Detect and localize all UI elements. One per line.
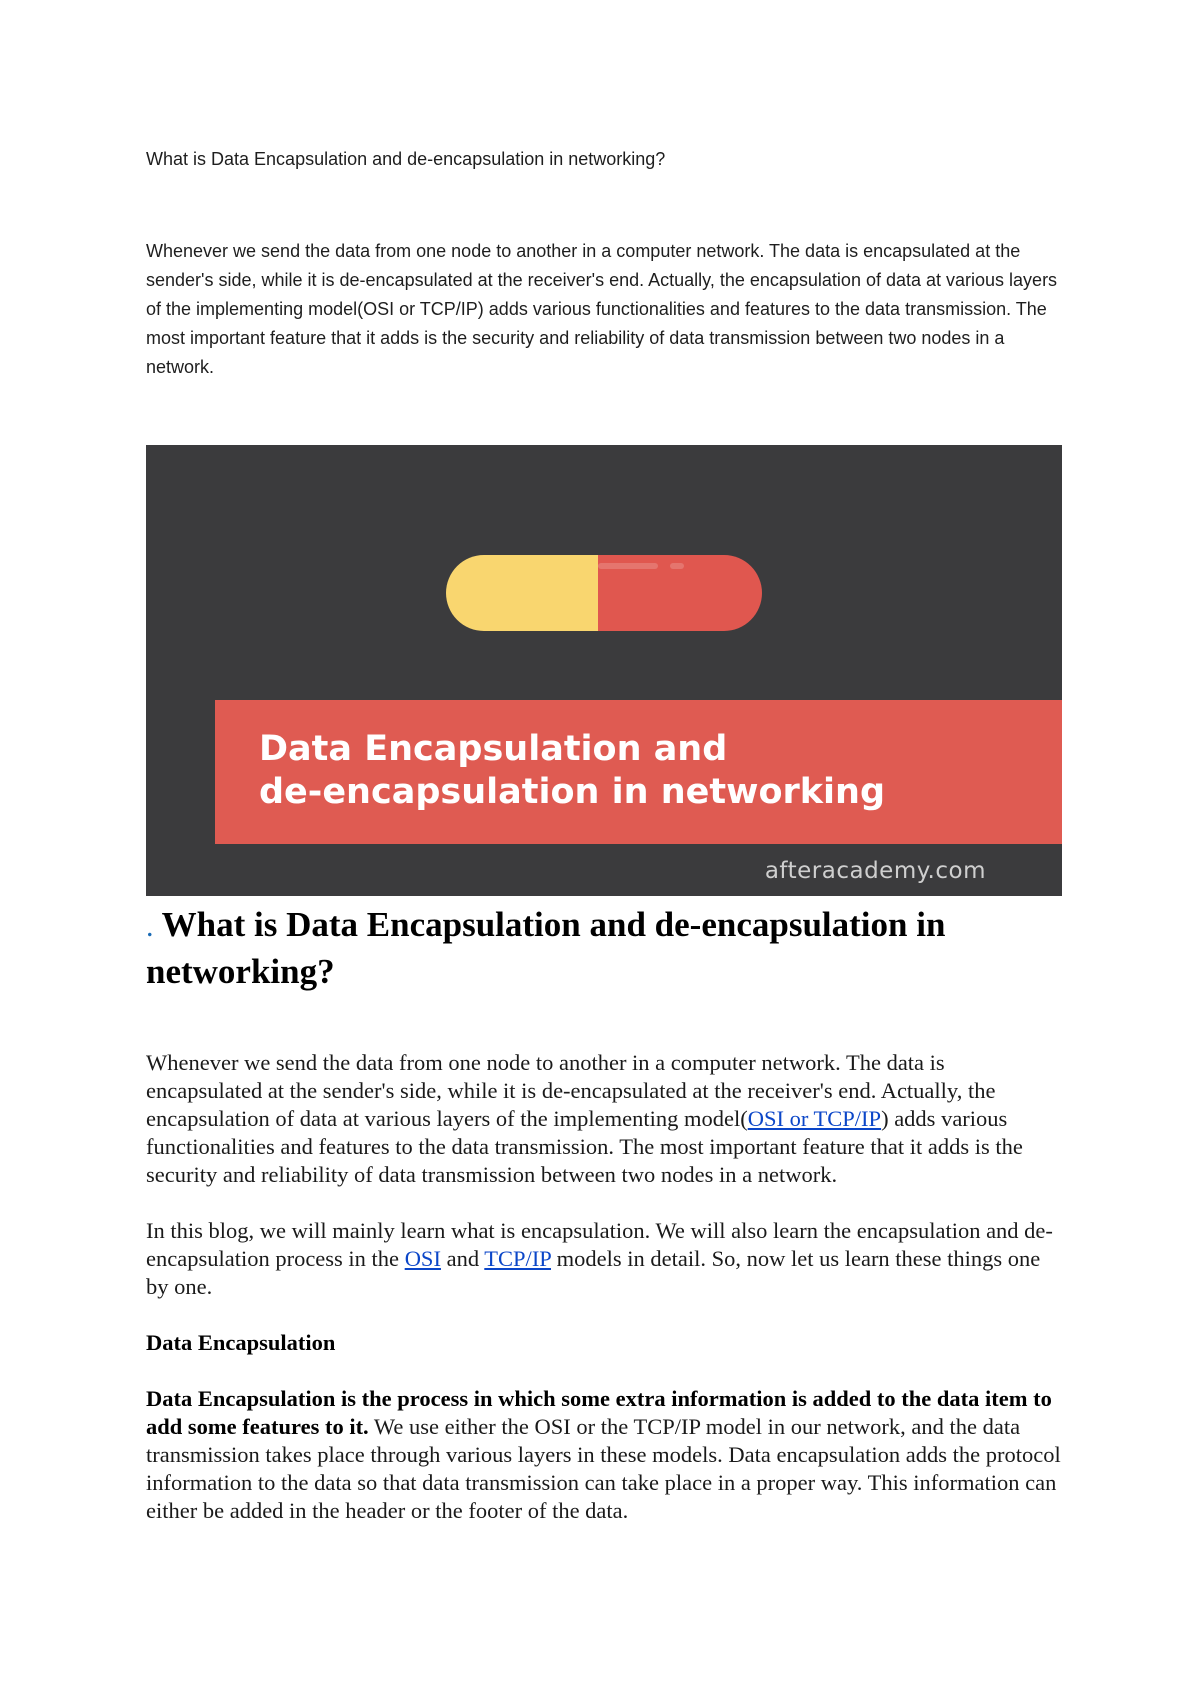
- banner-title: [259, 728, 1049, 814]
- paragraph-text: Whenever we send the data from one node to another in a computer network. The data is encapsulated at the sender's side, while it is de-encapsulated at the receiver's end. Actually, the encapsulation of data at various layers of the implementing model(: [146, 1050, 996, 1131]
- article-paragraph-2: [146, 1217, 1066, 1301]
- banner-title-line1: Data Encapsulation and: [259, 729, 728, 769]
- definition-bold-text: Data Encapsulation is the process in which some extra information is added to the data item to add some features to it.: [146, 1386, 1052, 1439]
- article-heading-text: What is Data Encapsulation and de-encapsulation in networking?: [146, 905, 946, 991]
- heading-bullet-dot: .: [146, 910, 154, 943]
- osi-tcpip-link[interactable]: OSI or TCP/IP: [747, 1106, 882, 1131]
- article-paragraph-3: [146, 1385, 1066, 1525]
- paragraph-text: In this blog, we will mainly learn what is encapsulation. We will also learn the encapsulation and de-encapsulation process in the: [146, 1218, 1053, 1271]
- paragraph-text: ) adds various functionalities and features to the data transmission. The most important feature that it adds is the security and reliability of data transmission between two nodes in a network.: [146, 1106, 1023, 1187]
- tcpip-link[interactable]: TCP/IP: [484, 1246, 551, 1271]
- banner-title-strip: [215, 700, 1062, 844]
- banner-title-line2: de-encapsulation in networking: [259, 772, 886, 812]
- section-heading-data-encapsulation: Data Encapsulation: [146, 1330, 336, 1355]
- capsule-highlight: [670, 563, 684, 569]
- article-heading: [146, 902, 1066, 994]
- capsule-left-half: [446, 555, 598, 631]
- capsule-pill-graphic: [446, 555, 762, 631]
- paragraph-text: We use either the OSI or the TCP/IP model in our network, and the data transmission takes place through various layers in these models. Data encapsulation adds the protocol information to the data so that data transmission can take place in a proper way. This information can either be added in the header or the footer of the data.: [146, 1414, 1061, 1523]
- paragraph-text: and: [440, 1246, 485, 1271]
- capsule-right-half: [598, 555, 762, 631]
- osi-link[interactable]: OSI: [404, 1246, 441, 1271]
- intro-title: What is Data Encapsulation and de-encapsulation in networking?: [146, 149, 666, 169]
- banner-site-watermark: afteracademy.com: [764, 858, 986, 884]
- intro-paragraph: Whenever we send the data from one node to another in a computer network. The data is encapsulated at the sender's side, while it is de-encapsulated at the receiver's end. Actually, the encapsulation of data at various layers of the implementing model(OSI or TCP/IP) adds various functionalities and features to the data transmission. The most important feature that it adds is the security and reliability of data transmission between two nodes in a network.: [146, 241, 1058, 377]
- article-banner-image: [146, 445, 1062, 896]
- paragraph-text: models in detail. So, now let us learn these things one by one.: [146, 1246, 1041, 1299]
- capsule-highlight: [598, 563, 658, 569]
- article-paragraph-1: [146, 1049, 1066, 1189]
